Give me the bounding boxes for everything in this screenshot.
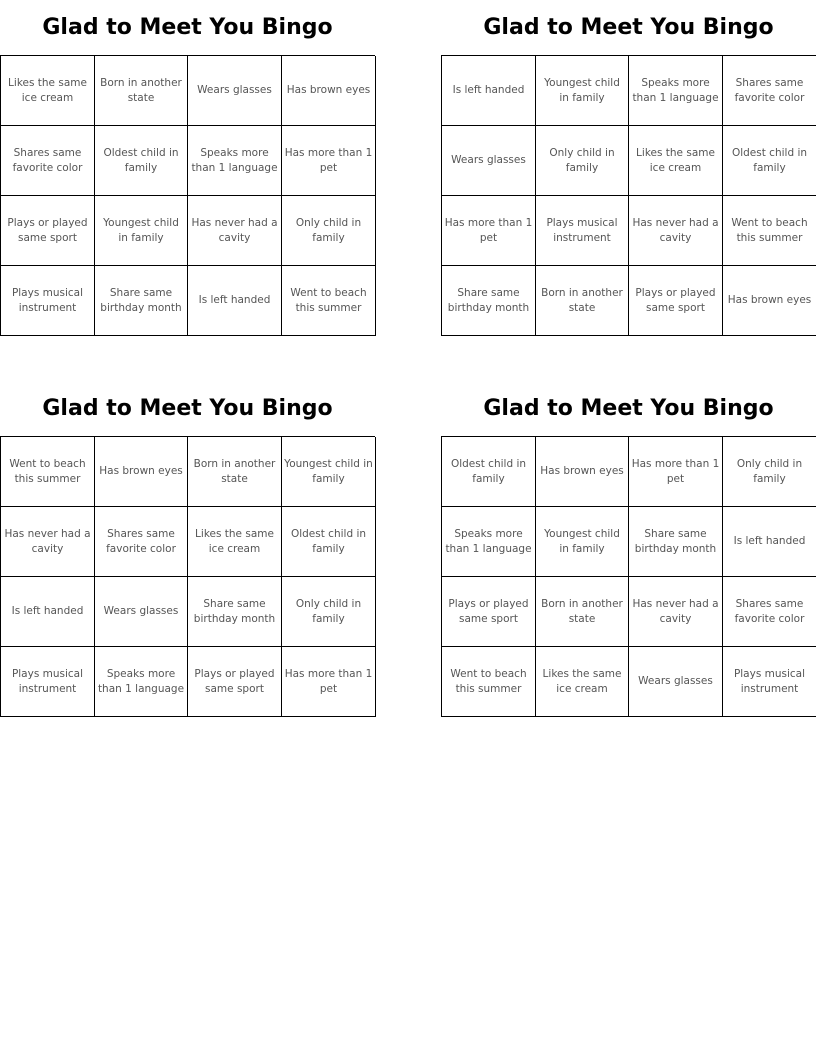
bingo-card [0, 381, 375, 717]
bingo-cell: Plays or played same sport [1, 196, 95, 266]
bingo-cell: Is left handed [723, 507, 816, 577]
bingo-cell: Is left handed [1, 577, 95, 647]
bingo-grid [0, 436, 375, 717]
bingo-cell: Has brown eyes [282, 56, 376, 126]
card-title: Glad to Meet You Bingo [483, 15, 774, 40]
bingo-cell: Shares same favorite color [1, 126, 95, 196]
bingo-cell: Born in another state [95, 56, 188, 126]
bingo-cell: Is left handed [442, 56, 536, 126]
bingo-cell: Oldest child in family [442, 437, 536, 507]
bingo-cell: Shares same favorite color [95, 507, 188, 577]
bingo-cell: Youngest child in family [282, 437, 376, 507]
bingo-cell: Oldest child in family [95, 126, 188, 196]
bingo-grid [0, 55, 375, 336]
bingo-cell: Likes the same ice cream [536, 647, 629, 717]
bingo-cell: Wears glasses [188, 56, 282, 126]
bingo-cell: Has never had a cavity [188, 196, 282, 266]
bingo-cell: Born in another state [536, 577, 629, 647]
bingo-cell: Has brown eyes [723, 266, 816, 336]
bingo-cell: Born in another state [188, 437, 282, 507]
bingo-cell: Likes the same ice cream [629, 126, 723, 196]
bingo-cell: Born in another state [536, 266, 629, 336]
bingo-cell: Share same birthday month [629, 507, 723, 577]
bingo-cell: Has more than 1 pet [442, 196, 536, 266]
bingo-cell: Speaks more than 1 language [188, 126, 282, 196]
bingo-cell: Only child in family [723, 437, 816, 507]
bingo-cell: Oldest child in family [723, 126, 816, 196]
bingo-cell: Has never had a cavity [629, 577, 723, 647]
bingo-cell: Youngest child in family [536, 56, 629, 126]
bingo-card [0, 0, 375, 336]
bingo-cell: Share same birthday month [442, 266, 536, 336]
card-title: Glad to Meet You Bingo [42, 15, 333, 40]
bingo-cell: Share same birthday month [188, 577, 282, 647]
bingo-cell: Only child in family [282, 577, 376, 647]
bingo-cell: Shares same favorite color [723, 577, 816, 647]
bingo-cell: Oldest child in family [282, 507, 376, 577]
bingo-cell: Wears glasses [629, 647, 723, 717]
bingo-cell: Only child in family [282, 196, 376, 266]
card-title: Glad to Meet You Bingo [483, 396, 774, 421]
bingo-cell: Youngest child in family [536, 507, 629, 577]
bingo-card [441, 0, 816, 336]
bingo-cell: Has more than 1 pet [629, 437, 723, 507]
bingo-cell: Went to beach this summer [282, 266, 376, 336]
bingo-cell: Speaks more than 1 language [629, 56, 723, 126]
bingo-cell: Speaks more than 1 language [442, 507, 536, 577]
bingo-cell: Plays musical instrument [1, 647, 95, 717]
bingo-cell: Plays or played same sport [629, 266, 723, 336]
bingo-cell: Plays musical instrument [536, 196, 629, 266]
bingo-cell: Went to beach this summer [1, 437, 95, 507]
bingo-cell: Wears glasses [442, 126, 536, 196]
bingo-grid [441, 55, 816, 336]
bingo-cell: Went to beach this summer [723, 196, 816, 266]
bingo-cell: Plays musical instrument [723, 647, 816, 717]
bingo-cell: Speaks more than 1 language [95, 647, 188, 717]
bingo-cell: Wears glasses [95, 577, 188, 647]
bingo-cell: Has never had a cavity [1, 507, 95, 577]
bingo-cell: Plays or played same sport [188, 647, 282, 717]
bingo-cell: Has brown eyes [95, 437, 188, 507]
bingo-cell: Only child in family [536, 126, 629, 196]
bingo-cell: Has more than 1 pet [282, 647, 376, 717]
bingo-cell: Likes the same ice cream [188, 507, 282, 577]
bingo-cell: Likes the same ice cream [1, 56, 95, 126]
bingo-cell: Plays or played same sport [442, 577, 536, 647]
bingo-cell: Has more than 1 pet [282, 126, 376, 196]
bingo-cell: Has never had a cavity [629, 196, 723, 266]
bingo-cell: Plays musical instrument [1, 266, 95, 336]
bingo-grid [441, 436, 816, 717]
bingo-cell: Is left handed [188, 266, 282, 336]
bingo-cell: Has brown eyes [536, 437, 629, 507]
bingo-cell: Shares same favorite color [723, 56, 816, 126]
bingo-card [441, 381, 816, 717]
bingo-cell: Share same birthday month [95, 266, 188, 336]
bingo-cell: Youngest child in family [95, 196, 188, 266]
bingo-cell: Went to beach this summer [442, 647, 536, 717]
card-title: Glad to Meet You Bingo [42, 396, 333, 421]
